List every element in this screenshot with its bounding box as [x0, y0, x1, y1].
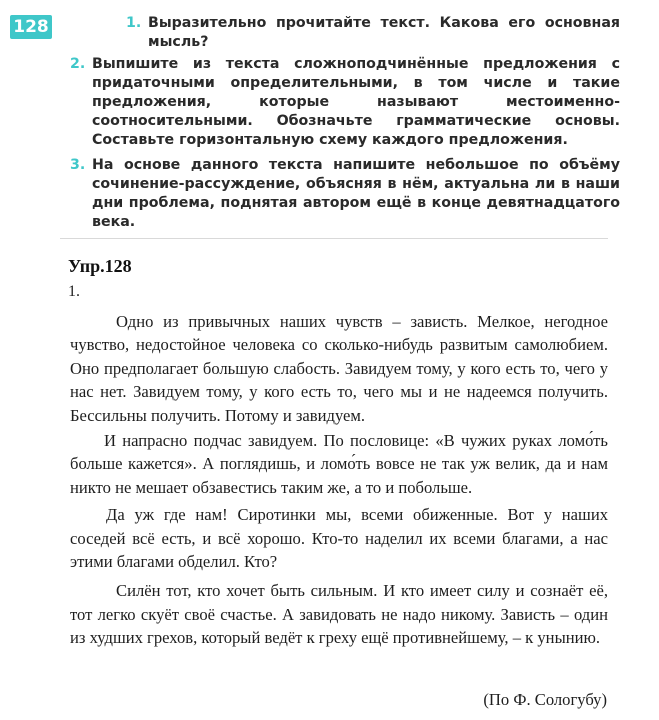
answer-item-number: 1. [68, 283, 80, 300]
text-paragraph: Одно из привычных наших чувств – зависть. Мелкое, негодное чувство, недостойное человека со сколько-нибудь развитым самолюбием. Оно предполагает большую слабость. Завидуем тому, у кого есть то, чего у нас нет. Завидуем тому, у кого есть то, чего мы и не надеемся получить. Бессильны получить. Потому и завидуем. [70, 312, 608, 425]
task-item-2 [70, 55, 620, 150]
task-item-text: Выразительно прочитайте текст. Какова его основная мысль? [148, 15, 620, 50]
task-item-1 [126, 14, 620, 52]
section-divider [60, 238, 608, 239]
author-attribution: (По Ф. Сологубу) [483, 690, 607, 709]
task-item-index: 1. [126, 15, 142, 31]
literary-text [70, 310, 608, 652]
text-paragraph: И напрасно подчас завидуем. По пословице: «В чужих руках ломо́ть больше кажется». А поглядишь, и ломо́ть вовсе не так уж велик, да и нам никто не мешает обзавестись таким же, а то и побольше. [70, 431, 608, 497]
task-item-3 [70, 156, 620, 232]
answer-title: Упр.128 [68, 256, 132, 276]
exercise-number-badge: 128 [10, 15, 52, 39]
task-item-index: 2. [70, 56, 86, 72]
task-item-text: Выпишите из текста сложноподчинённые предложения с придаточными определительными, в том числе и такие предложения, которые называют местоименно-соотносительными. Обозначьте грамматические основы. Составьте горизонтальную схему каждого предложения. [92, 56, 620, 148]
text-paragraph: Да уж где нам! Сиротинки мы, всеми обиженные. Вот у наших соседей всё есть, и всё хорошо. Кто-то наделил их всеми благами, а нас этими благами обделил. Кто? [70, 505, 608, 572]
task-item-text: На основе данного текста напишите небольшое по объёму сочинение-рассуждение, объясняя в нём, актуальна ли в наши дни проблема, поднятая автором ещё в конце девятнадцатого века. [92, 157, 620, 230]
task-item-index: 3. [70, 157, 86, 173]
task-instructions [60, 14, 620, 235]
text-paragraph: Силён тот, кто хочет быть сильным. И кто имеет силу и сознаёт её, тот легко скуёт своё счастье. А завидовать не надо никому. Зависть – один из худших грехов, который ведёт к греху ещё противнейшему, – к унынию. [70, 581, 608, 648]
